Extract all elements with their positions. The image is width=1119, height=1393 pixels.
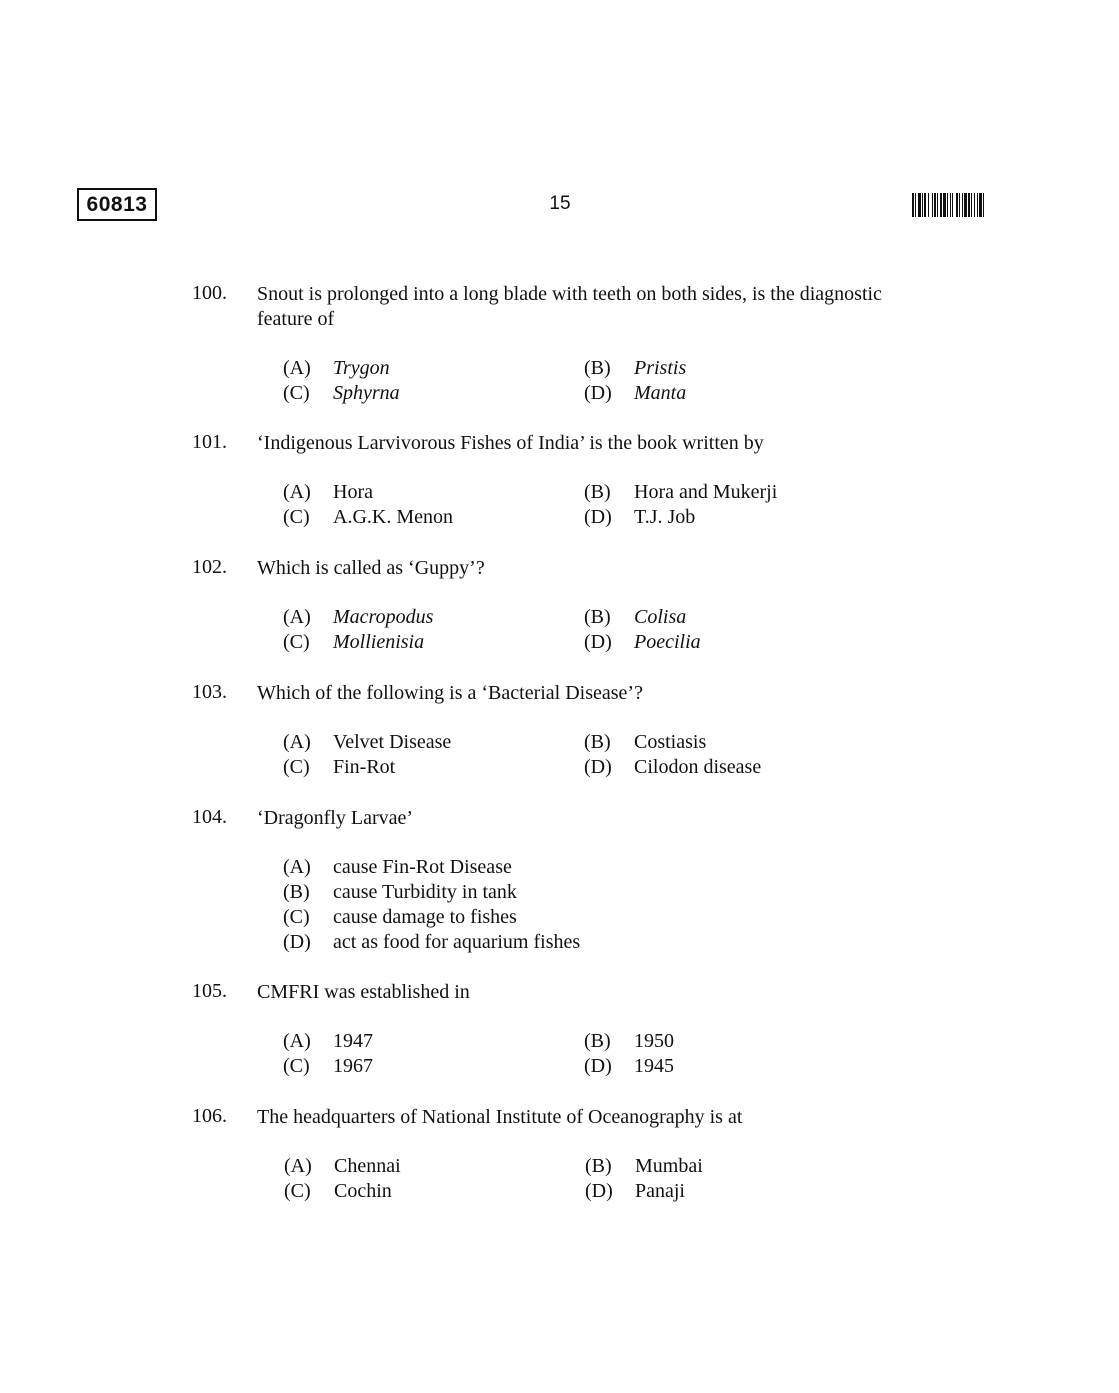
option-a: (A) cause Fin-Rot Disease bbox=[283, 856, 512, 878]
option-a: (A) 1947 bbox=[283, 1030, 373, 1052]
question-number: 104. bbox=[192, 806, 227, 828]
page-number: 15 bbox=[549, 193, 571, 214]
option-a: (A) Hora bbox=[283, 481, 373, 503]
option-b: (B) Hora and Mukerji bbox=[584, 481, 778, 503]
option-b: (B) Costiasis bbox=[584, 731, 707, 753]
option-b: (B) 1950 bbox=[584, 1030, 674, 1052]
paper-code: 60813 bbox=[77, 188, 157, 221]
question-text: CMFRI was established in bbox=[257, 981, 470, 1003]
question-number: 105. bbox=[192, 980, 227, 1002]
option-c: (C) A.G.K. Menon bbox=[283, 506, 453, 528]
option-b: (B) cause Turbidity in tank bbox=[283, 881, 517, 903]
option-c: (C) Sphyrna bbox=[283, 382, 400, 404]
option-d: (D) Panaji bbox=[585, 1180, 685, 1202]
option-d: (D) act as food for aquarium fishes bbox=[283, 931, 581, 953]
option-c: (C) 1967 bbox=[283, 1055, 373, 1077]
option-b: (B) Colisa bbox=[584, 606, 687, 628]
question-number: 102. bbox=[192, 556, 227, 578]
option-d: (D) T.J. Job bbox=[584, 506, 696, 528]
option-c: (C) Mollienisia bbox=[283, 631, 425, 653]
option-a: (A) Velvet Disease bbox=[283, 731, 452, 753]
question-number: 103. bbox=[192, 681, 227, 703]
option-a: (A) Trygon bbox=[283, 357, 390, 379]
option-d: (D) Manta bbox=[584, 382, 687, 404]
option-c: (C) Fin-Rot bbox=[283, 756, 396, 778]
question-text: Snout is prolonged into a long blade with teeth on both sides, is the diagnostic feature of bbox=[257, 283, 882, 330]
barcode-icon bbox=[912, 193, 1044, 217]
question-text: The headquarters of National Institute of Oceanography is at bbox=[257, 1106, 743, 1128]
question-number: 100. bbox=[192, 282, 227, 304]
question-text: Which of the following is a ‘Bacterial Disease’? bbox=[257, 682, 643, 704]
option-b: (B) Pristis bbox=[584, 357, 687, 379]
question-number: 106. bbox=[192, 1105, 227, 1127]
question-text: ‘Dragonfly Larvae’ bbox=[257, 807, 414, 829]
option-b: (B) Mumbai bbox=[585, 1155, 703, 1177]
option-a: (A) Chennai bbox=[284, 1155, 401, 1177]
option-d: (D) Cilodon disease bbox=[584, 756, 762, 778]
option-a: (A) Macropodus bbox=[283, 606, 434, 628]
option-c: (C) Cochin bbox=[284, 1180, 392, 1202]
question-text: ‘Indigenous Larvivorous Fishes of India’ is the book written by bbox=[257, 432, 764, 454]
question-text: Which is called as ‘Guppy’? bbox=[257, 557, 485, 579]
question-number: 101. bbox=[192, 431, 227, 453]
option-d: (D) 1945 bbox=[584, 1055, 674, 1077]
option-c: (C) cause damage to fishes bbox=[283, 906, 517, 928]
option-d: (D) Poecilia bbox=[584, 631, 701, 653]
